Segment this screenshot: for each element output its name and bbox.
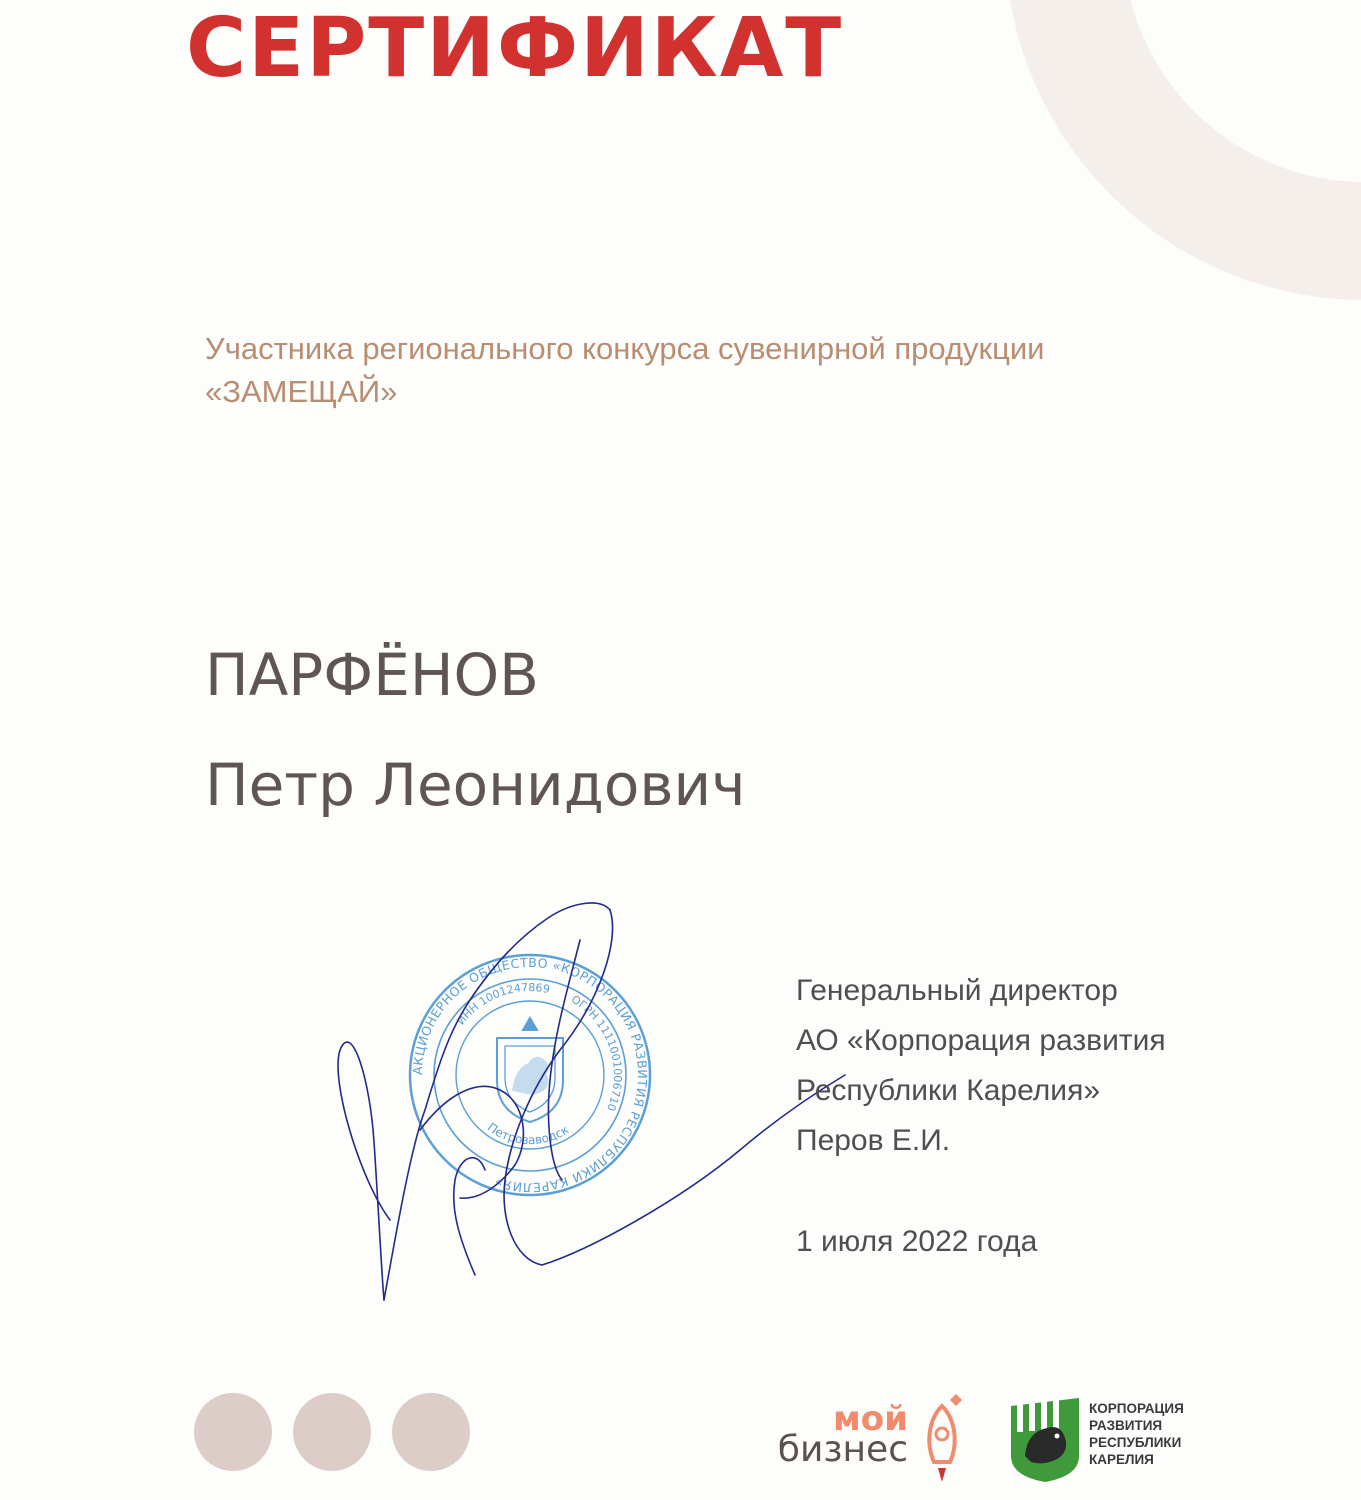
corporation-name bbox=[1089, 1400, 1184, 1468]
issue-date: 1 июля 2022 года bbox=[796, 1225, 1038, 1258]
corporation-logo bbox=[1005, 1392, 1235, 1492]
decorative-dot bbox=[293, 1393, 371, 1471]
decorative-arc bbox=[1005, 0, 1361, 300]
decorative-dot bbox=[194, 1393, 272, 1471]
corporation-name-line-2: РАЗВИТИЯ bbox=[1089, 1418, 1163, 1433]
recipient-surname: ПАРФЁНОВ bbox=[205, 641, 539, 709]
corporation-emblem-icon bbox=[1005, 1392, 1085, 1484]
stamp-city-text: Петрозаводск bbox=[484, 1120, 572, 1148]
decorative-dot bbox=[392, 1393, 470, 1471]
subtitle-line-2: «ЗАМЕЩАЙ» bbox=[205, 374, 398, 409]
subtitle-line-1: Участника регионального конкурса сувенирной продукции bbox=[205, 331, 1045, 366]
signatory-org-line-2: Республики Карелия» bbox=[796, 1074, 1100, 1107]
signatory-block bbox=[796, 966, 1166, 1166]
handwritten-signature bbox=[300, 880, 860, 1340]
recipient-block bbox=[205, 620, 745, 840]
stamp-ogrn-text: ОГРН 1111001006710 bbox=[568, 992, 625, 1113]
certificate-subtitle bbox=[205, 327, 1044, 413]
moy-biznes-word-top: мой bbox=[833, 1399, 908, 1439]
rocket-icon bbox=[912, 1388, 972, 1488]
recipient-name: Петр Леонидович bbox=[205, 751, 746, 819]
signatory-name: Перов Е.И. bbox=[796, 1124, 951, 1157]
signatory-org-line-1: АО «Корпорация развития bbox=[796, 1024, 1166, 1057]
moy-biznes-word-bottom: бизнес bbox=[777, 1429, 908, 1470]
stamp-inn-text: ИНН 1001247869 bbox=[454, 980, 551, 1028]
moy-biznes-logo bbox=[770, 1388, 980, 1488]
certificate-title: СЕРТИФИКАТ bbox=[186, 1, 844, 96]
signatory-position: Генеральный директор bbox=[796, 974, 1118, 1007]
corporation-name-line-4: КАРЕЛИЯ bbox=[1089, 1452, 1154, 1467]
stamp-outer-text: АКЦИОНЕРНОЕ ОБЩЕСТВО «КОРПОРАЦИЯ РАЗВИТИЯ РЕСПУБЛИКИ КАРЕЛИЯ» bbox=[409, 954, 651, 1196]
corporation-name-line-3: РЕСПУБЛИКИ bbox=[1089, 1435, 1182, 1450]
corporation-name-line-1: КОРПОРАЦИЯ bbox=[1089, 1401, 1184, 1416]
